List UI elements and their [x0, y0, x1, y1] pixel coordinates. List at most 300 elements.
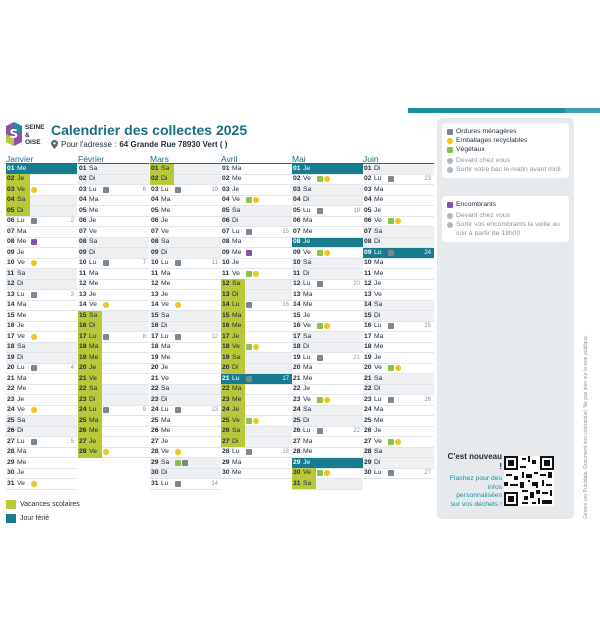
day-number: 11	[79, 269, 87, 277]
day-weekday: Je	[374, 427, 382, 434]
calendar-day	[150, 479, 221, 490]
calendar-day	[292, 427, 363, 438]
calendar-day	[6, 311, 77, 322]
week-number: 24	[424, 249, 431, 256]
day-number: 03	[364, 185, 372, 193]
calendar-day	[363, 458, 434, 469]
emballages-icon	[103, 449, 109, 455]
day-number: 03	[151, 185, 159, 193]
calendar-day	[78, 395, 149, 406]
day-number: 18	[221, 342, 232, 353]
day-weekday: Me	[161, 206, 171, 214]
collection-icons	[388, 250, 394, 256]
day-weekday: Je	[303, 458, 311, 466]
day-weekday: Sa	[89, 238, 98, 245]
calendar-day	[363, 238, 434, 249]
ordures-icon	[31, 218, 37, 224]
week-number: 3	[70, 291, 74, 298]
collection-icons	[246, 229, 252, 235]
legend-emballages	[447, 136, 564, 145]
day-weekday: Me	[17, 164, 27, 172]
day-number: 09	[364, 248, 372, 256]
calendar-day	[6, 217, 77, 228]
day-weekday: Ve	[232, 342, 245, 353]
emballages-icon	[31, 481, 37, 487]
calendar-day	[292, 248, 363, 259]
day-weekday: Di	[374, 238, 381, 245]
day-number: 26	[78, 426, 89, 437]
day-weekday: Me	[17, 311, 27, 319]
collection-icons	[246, 271, 259, 277]
calendar-day	[6, 385, 77, 396]
day-number: 23	[151, 395, 159, 403]
ordures-icon	[246, 229, 252, 235]
day-number: 30	[292, 468, 303, 479]
calendar-day	[363, 385, 434, 396]
calendar-day	[221, 374, 292, 385]
day-weekday: Sa	[17, 269, 26, 277]
day-weekday: Me	[374, 196, 384, 203]
collection-icons	[388, 397, 394, 403]
ordures-icon	[246, 302, 252, 308]
collection-icons	[175, 481, 181, 487]
day-number: 30	[364, 469, 372, 476]
day-weekday: Je	[161, 437, 169, 445]
calendar-day	[292, 448, 363, 459]
day-number: 24	[7, 406, 15, 413]
calendar-day	[6, 427, 77, 438]
day-weekday: Ma	[89, 342, 102, 353]
week-number: 11	[211, 260, 218, 266]
day-weekday: Lu	[374, 175, 382, 182]
collection-icons	[103, 449, 109, 455]
day-number: 05	[364, 206, 372, 214]
day-weekday: Lu	[89, 259, 97, 266]
day-weekday: Lu	[374, 395, 382, 403]
day-number: 31	[7, 479, 15, 487]
day-weekday: Ma	[232, 164, 242, 172]
month-column	[221, 155, 292, 479]
legend-vegetaux-label: Végétaux	[456, 146, 485, 153]
calendar-day	[363, 290, 434, 301]
day-weekday: Di	[89, 175, 96, 182]
ordures-icon	[103, 334, 109, 340]
vegetaux-icon	[317, 470, 323, 476]
day-weekday: Je	[303, 238, 311, 245]
day-number: 02	[79, 175, 87, 182]
calendar-day	[78, 196, 149, 207]
day-number: 02	[6, 174, 17, 185]
day-number: 03	[79, 185, 87, 193]
promo-block	[446, 452, 502, 509]
day-number: 28	[151, 448, 159, 455]
calendar-day	[6, 238, 77, 249]
day-number: 07	[7, 227, 15, 235]
day-number: 26	[293, 427, 301, 434]
day-number: 21	[78, 374, 89, 385]
day-weekday: Ma	[232, 384, 245, 395]
day-number: 20	[364, 364, 372, 371]
day-weekday: Sa	[17, 195, 30, 206]
day-number: 29	[7, 458, 15, 466]
day-weekday: Di	[374, 385, 381, 392]
calendar-day	[292, 290, 363, 301]
day-number: 07	[293, 227, 301, 235]
day-number: 28	[78, 447, 89, 458]
day-number: 15	[7, 311, 15, 319]
day-number: 08	[222, 238, 230, 245]
calendar-day	[363, 374, 434, 385]
calendar-day	[292, 353, 363, 364]
calendar-day	[221, 269, 292, 280]
emballages-icon	[447, 138, 453, 144]
day-weekday: Di	[161, 174, 174, 185]
day-weekday: Lu	[303, 353, 311, 361]
emballages-icon	[175, 449, 181, 455]
ordures-icon	[31, 439, 37, 445]
day-number: 21	[293, 374, 301, 382]
emballages-icon	[324, 250, 330, 256]
emballages-icon	[253, 197, 259, 203]
calendar-day	[78, 437, 149, 448]
day-number: 25	[221, 416, 232, 427]
week-number: 27	[424, 470, 431, 476]
day-weekday: Me	[17, 458, 27, 466]
day-weekday: Ma	[17, 448, 27, 455]
collection-icons	[388, 176, 394, 182]
vegetaux-icon	[246, 344, 252, 350]
calendar-day	[221, 248, 292, 259]
day-weekday: Ma	[89, 196, 99, 203]
ordures-icon	[388, 250, 394, 256]
day-weekday: Ma	[17, 227, 27, 235]
day-weekday: Ve	[303, 248, 311, 256]
emballages-icon	[253, 344, 259, 350]
legend-ferie-label: Jour férié	[20, 514, 50, 522]
calendar-day	[221, 332, 292, 343]
day-weekday: Ma	[374, 259, 384, 266]
calendar-day	[6, 479, 77, 490]
day-weekday: Ve	[17, 406, 25, 413]
collection-icons	[31, 218, 37, 224]
day-weekday: Ve	[161, 374, 169, 382]
week-number: 7	[142, 260, 146, 266]
collection-icons	[31, 292, 37, 298]
day-weekday: Sa	[303, 185, 312, 193]
vegetaux-icon	[317, 323, 323, 329]
day-weekday: Ma	[374, 332, 384, 340]
day-number: 17	[151, 332, 159, 340]
day-weekday: Lu	[89, 405, 102, 416]
day-weekday: Sa	[89, 311, 102, 322]
day-weekday: Ma	[89, 269, 99, 277]
day-weekday: Ve	[89, 227, 97, 235]
calendar-day	[150, 322, 221, 333]
day-weekday: Ve	[161, 301, 169, 308]
calendar-day	[221, 206, 292, 217]
day-weekday: Ma	[232, 311, 245, 322]
vacances-swatch	[6, 500, 16, 509]
ordures-icon	[388, 323, 394, 329]
day-number: 24	[293, 406, 301, 413]
qr-code-icon[interactable]	[504, 456, 554, 506]
day-weekday: Lu	[161, 259, 169, 266]
calendar-day	[6, 332, 77, 343]
calendar-day	[221, 259, 292, 270]
day-number: 10	[79, 259, 87, 266]
calendar-day	[363, 332, 434, 343]
calendar-day	[150, 217, 221, 228]
collection-icons	[246, 302, 252, 308]
emballages-icon	[324, 323, 330, 329]
day-number: 02	[150, 174, 161, 185]
day-weekday: Ma	[374, 406, 384, 413]
day-number: 19	[221, 353, 232, 364]
day-number: 29	[364, 458, 372, 466]
calendar-day	[6, 437, 77, 448]
calendar-day	[150, 301, 221, 312]
day-weekday: Ve	[17, 332, 25, 340]
calendar-day	[292, 301, 363, 312]
day-number: 25	[364, 416, 372, 424]
day-number: 19	[151, 353, 159, 361]
calendar-day	[292, 164, 363, 175]
legend-encombrants	[447, 200, 564, 209]
calendar-day	[292, 217, 363, 228]
collection-icons	[317, 355, 323, 361]
calendar-day	[150, 406, 221, 417]
day-number: 20	[7, 364, 15, 371]
day-weekday: Sa	[89, 384, 102, 395]
day-number: 17	[364, 332, 372, 340]
day-number: 15	[151, 311, 159, 319]
day-weekday: Di	[232, 437, 245, 448]
day-number: 21	[151, 374, 159, 382]
collection-icons	[103, 260, 109, 266]
address-line	[51, 140, 227, 149]
day-weekday: Lu	[374, 469, 382, 476]
calendar-day	[292, 196, 363, 207]
collection-icons	[103, 407, 109, 413]
calendar-day	[150, 248, 221, 259]
day-weekday: Je	[232, 185, 240, 193]
day-number: 01	[293, 164, 301, 172]
day-number: 08	[7, 238, 15, 245]
day-weekday: Me	[89, 206, 99, 214]
calendar-day	[363, 280, 434, 291]
calendar-day	[292, 259, 363, 270]
calendar-day	[6, 364, 77, 375]
logo-line-1: SEINE	[25, 124, 45, 131]
day-weekday: Di	[303, 196, 310, 203]
calendar-day	[292, 238, 363, 249]
day-number: 22	[7, 385, 15, 392]
day-number: 02	[293, 175, 301, 182]
day-number: 29	[151, 458, 159, 466]
calendar-day	[78, 448, 149, 459]
calendar-day	[78, 343, 149, 354]
day-weekday: Sa	[161, 311, 170, 319]
day-number: 09	[151, 248, 159, 256]
collection-icons	[317, 176, 330, 182]
calendar-day	[221, 227, 292, 238]
calendar-day	[221, 175, 292, 186]
calendar-day	[150, 175, 221, 186]
day-weekday: Ve	[232, 416, 245, 427]
calendar-day	[78, 175, 149, 186]
calendar-day	[6, 175, 77, 186]
calendar-day	[221, 406, 292, 417]
day-number: 14	[364, 301, 372, 308]
day-number: 23	[221, 395, 232, 406]
day-number: 16	[293, 322, 301, 329]
ordures-icon	[447, 129, 453, 135]
day-weekday: Ve	[303, 322, 311, 329]
day-number: 13	[79, 290, 87, 298]
emballages-icon	[103, 302, 109, 308]
legend-devant-label-1: Devant chez vous	[456, 157, 511, 164]
calendar-day	[292, 227, 363, 238]
day-number: 01	[79, 164, 87, 172]
vegetaux-icon	[246, 197, 252, 203]
collection-icons	[388, 218, 401, 224]
day-number: 26	[151, 427, 159, 434]
ordures-icon	[388, 176, 394, 182]
ordures-icon	[175, 334, 181, 340]
collection-icons	[31, 439, 37, 445]
day-weekday: Je	[89, 363, 102, 374]
calendar-day	[150, 206, 221, 217]
calendar-day	[292, 374, 363, 385]
day-number: 16	[151, 322, 159, 329]
week-number: 14	[211, 480, 218, 487]
logo-text	[25, 124, 45, 147]
calendar-day	[363, 469, 434, 480]
calendar-day	[6, 259, 77, 270]
calendar-day	[6, 406, 77, 417]
day-number: 05	[293, 206, 301, 214]
day-number: 10	[364, 259, 372, 266]
ordures-icon	[31, 292, 37, 298]
calendar-day	[292, 364, 363, 375]
calendar-day	[78, 185, 149, 196]
day-weekday: Ma	[232, 238, 242, 245]
emballages-icon	[175, 302, 181, 308]
calendar-day	[292, 322, 363, 333]
day-weekday: Me	[89, 280, 99, 287]
day-weekday: Ve	[303, 468, 316, 479]
week-number: 17	[282, 375, 289, 382]
calendar-day	[150, 364, 221, 375]
day-number: 25	[293, 416, 301, 424]
day-number: 22	[364, 385, 372, 392]
week-number: 6	[142, 186, 146, 193]
calendar-day	[150, 227, 221, 238]
day-weekday: Ve	[232, 269, 240, 277]
legend-card-collectes	[442, 123, 569, 178]
calendar-day	[78, 269, 149, 280]
collection-icons	[317, 250, 330, 256]
location-pin-icon	[51, 140, 58, 149]
page-title: Calendrier des collectes 2025	[51, 122, 248, 138]
day-weekday: Ve	[232, 196, 240, 203]
day-number: 30	[151, 469, 159, 476]
calendar-day	[221, 217, 292, 228]
emballages-icon	[324, 470, 330, 476]
day-weekday: Me	[161, 353, 171, 361]
day-weekday: Me	[161, 280, 171, 287]
collection-icons	[175, 334, 181, 340]
calendar-day	[292, 332, 363, 343]
legend-card-encombrants	[442, 196, 569, 242]
clock-icon	[447, 222, 453, 228]
day-number: 09	[7, 248, 15, 256]
calendar-day	[363, 217, 434, 228]
collection-icons	[175, 407, 181, 413]
day-weekday: Lu	[89, 185, 97, 193]
week-number: 23	[424, 176, 431, 182]
day-weekday: Di	[303, 416, 310, 424]
day-weekday: Lu	[232, 374, 240, 382]
day-weekday: Me	[232, 321, 245, 332]
day-weekday: Di	[232, 363, 245, 374]
day-weekday: Je	[232, 332, 245, 343]
legend-encombrants-label: Encombrants	[456, 201, 497, 208]
day-weekday: Sa	[17, 416, 26, 424]
ordures-icon	[103, 187, 109, 193]
month-name: Avril	[221, 155, 292, 164]
emballages-icon	[324, 176, 330, 182]
address-prefix: Pour l'adresse :	[61, 140, 117, 149]
day-number: 18	[78, 342, 89, 353]
calendar-day	[292, 311, 363, 322]
legend-emballages-label: Emballages recyclables	[456, 137, 528, 144]
month-column	[6, 155, 77, 490]
calendar-day	[78, 322, 149, 333]
day-weekday: Sa	[303, 406, 312, 413]
day-weekday: Je	[303, 311, 311, 319]
calendar-day	[150, 353, 221, 364]
collection-icons	[175, 187, 181, 193]
calendar-day	[221, 238, 292, 249]
day-number: 06	[7, 217, 15, 224]
day-weekday: Lu	[161, 332, 169, 340]
ordures-icon	[103, 407, 109, 413]
day-weekday: Di	[89, 248, 96, 256]
day-number: 20	[78, 363, 89, 374]
day-weekday: Je	[89, 217, 97, 224]
calendar-day	[78, 280, 149, 291]
day-weekday: Di	[374, 164, 381, 172]
day-weekday: Lu	[161, 479, 169, 487]
calendar-day	[150, 437, 221, 448]
day-weekday: Ma	[303, 364, 313, 371]
day-weekday: Di	[303, 269, 310, 277]
day-number: 09	[222, 248, 230, 256]
day-weekday: Ve	[161, 227, 169, 235]
month-column	[363, 155, 434, 479]
calendar-day	[150, 395, 221, 406]
day-number: 13	[7, 290, 15, 298]
legend-sortir-label-2: Sortir vos encombrants la veille au soir à partir de 18h00	[456, 221, 560, 237]
calendar-day	[6, 353, 77, 364]
calendar-day	[6, 206, 77, 217]
emballages-icon	[395, 365, 401, 371]
calendar-day	[78, 311, 149, 322]
day-weekday: Ma	[89, 416, 102, 427]
collection-icons	[175, 449, 181, 455]
day-weekday: Je	[17, 322, 25, 329]
